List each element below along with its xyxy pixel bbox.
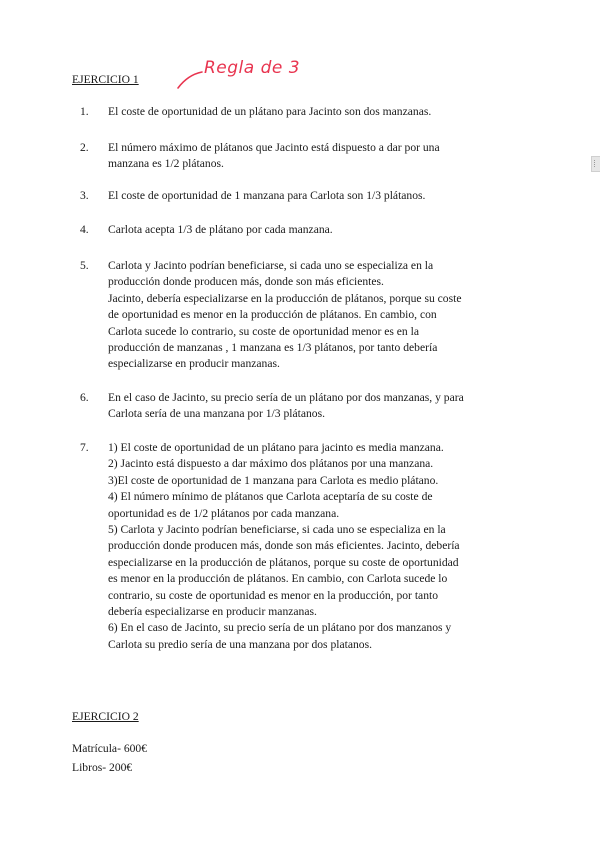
exercise-2-line-1: Matrícula- 600€ xyxy=(72,742,148,755)
text-line: Carlota su predio sería de una manzana por dos platanos. xyxy=(108,637,372,651)
text-line: manzana es 1/2 plátanos. xyxy=(108,157,224,171)
text-line: Jacinto, debería especializarse en la producción de plátanos, porque su coste xyxy=(108,291,462,305)
list-item-text xyxy=(108,440,518,653)
text-line: contrario, su coste de oportunidad es menor en la producción, por tanto xyxy=(108,588,439,602)
text-line: 5) Carlota y Jacinto podrían beneficiarse, si cada uno se especializa en la xyxy=(108,523,446,537)
exercise-2-heading: EJERCICIO 2 xyxy=(72,710,139,723)
text-line: producción donde producen más, donde son más eficientes. Jacinto, debería xyxy=(108,539,460,553)
text-line: producción de manzanas , 1 manzana es 1/3 plátanos, por tanto debería xyxy=(108,341,438,355)
side-scroll-handle[interactable] xyxy=(591,156,600,172)
list-item-number: 5. xyxy=(80,259,89,272)
handwritten-annotation xyxy=(176,58,306,102)
text-line: es menor en la producción de plátanos. En cambio, con Carlota sucede lo xyxy=(108,572,448,586)
list-item-number: 7. xyxy=(80,441,89,454)
text-line: Carlota sería de una manzana por 1/3 plátanos. xyxy=(108,407,325,421)
list-item-number: 6. xyxy=(80,391,89,404)
text-line: 1) El coste de oportunidad de un plátano para jacinto es media manzana. xyxy=(108,441,444,454)
list-item-text xyxy=(108,222,518,238)
text-line: El coste de oportunidad de 1 manzana para Carlota son 1/3 plátanos. xyxy=(108,189,426,202)
text-line: Carlota sucede lo contrario, su coste de oportunidad menor es en la xyxy=(108,324,419,338)
text-line: de oportunidad es menor en la producción de plátanos. En cambio, con xyxy=(108,308,437,322)
list-item-number: 2. xyxy=(80,141,89,154)
list-item-number: 3. xyxy=(80,189,89,202)
text-line: Carlota y Jacinto podrían beneficiarse, si cada uno se especializa en la xyxy=(108,259,434,272)
list-item-number: 1. xyxy=(80,105,89,118)
text-line: 6) En el caso de Jacinto, su precio sería de un plátano por dos manzanos y xyxy=(108,621,452,635)
exercise-2-line-2: Libros- 200€ xyxy=(72,761,133,774)
list-item-text xyxy=(108,104,518,120)
exercise-1-heading: EJERCICIO 1 xyxy=(72,73,139,86)
list-item-text xyxy=(108,140,518,173)
annotation-text: Regla de 3 xyxy=(204,58,301,78)
text-line: En el caso de Jacinto, su precio sería de un plátano por dos manzanas, y para xyxy=(108,391,464,404)
text-line: especializarse en producir manzanas. xyxy=(108,357,280,371)
text-line: 4) El número mínimo de plátanos que Carlota aceptaría de su coste de xyxy=(108,490,433,504)
text-line: El número máximo de plátanos que Jacinto está dispuesto a dar por una xyxy=(108,141,440,154)
list-item-text xyxy=(108,188,518,204)
list-item-text xyxy=(108,258,518,373)
text-line: 3)El coste de oportunidad de 1 manzana para Carlota es medio plátano. xyxy=(108,473,439,487)
list-item-number: 4. xyxy=(80,223,89,236)
text-line: 2) Jacinto está dispuesto a dar máximo dos plátanos por una manzana. xyxy=(108,457,434,471)
text-line: El coste de oportunidad de un plátano para Jacinto son dos manzanas. xyxy=(108,105,432,118)
text-line: producción donde producen más, donde son más eficientes. xyxy=(108,275,384,289)
text-line: especializarse en la producción de plátanos, porque su coste de oportunidad xyxy=(108,555,459,569)
text-line: Carlota acepta 1/3 de plátano por cada manzana. xyxy=(108,223,333,236)
text-line: oportunidad es de 1/2 plátanos por cada manzana. xyxy=(108,506,340,520)
text-line: debería especializarse en producir manzanas. xyxy=(108,605,317,619)
list-item-text xyxy=(108,390,518,423)
